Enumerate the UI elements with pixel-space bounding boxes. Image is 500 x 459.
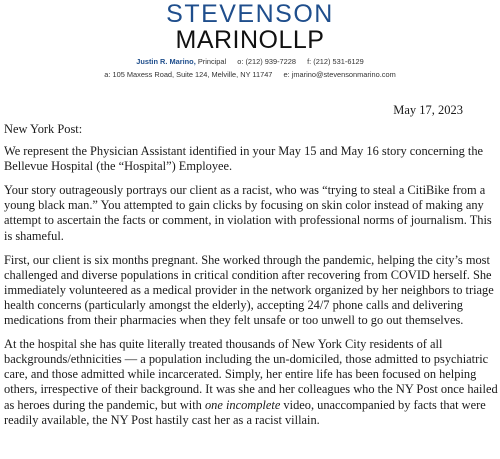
email-label: e: <box>283 70 290 79</box>
letter-date: May 17, 2023 <box>393 103 463 117</box>
firm-name-bottom: MARINOLLP <box>175 26 325 54</box>
salutation: New York Post: <box>4 122 83 136</box>
paragraph-3: First, our client is six months pregnant. She worked through the pandemic, helping the city’s most challenged and diverse populations in critical condition after recovering from COVID herself. She immediately volunteered as a medical provider in the network organized by her neighbors to triage health concerns (particularly amongst the elderly), accepting 24/7 phone calls and delivering medications from their pharmacies when they felt unsafe or too unwell to go out themselves. <box>4 252 494 328</box>
firm-name-top: STEVENSON <box>166 0 334 28</box>
paragraph-4-emphasis: one incomplete <box>204 397 281 412</box>
paragraph-4-part-a: At the hospital she has quite literally treated thousands of New York City residents of all backgrounds/ethnicities — a population including the un-domiciled, those admitted to psychiatric care, and those admitted while incarcerated. Simply, her entire life has been focused on helping others, irrespective of their background. It was she and her colleagues who the NY Post once hailed as heroes during the pandemic, but with <box>4 337 498 412</box>
email-address: jmarino@stevensonmarino.com <box>291 70 396 79</box>
paragraph-4-part-b: video, unaccompanied by facts that were readily available, the NY Post hastily cast her as a racist villain. <box>4 397 486 427</box>
office-label: o: <box>237 57 244 66</box>
fax-label: f: <box>307 57 312 66</box>
contact-line-address <box>0 70 500 79</box>
address-label: a: <box>104 70 111 79</box>
contact-line-principal <box>0 57 500 66</box>
principal-name: Justin R. Marino, <box>136 57 196 66</box>
paragraph-1: We represent the Physician Assistant identified in your May 15 and May 16 story concerning the Bellevue Hospital (the “Hospital”) Employee. <box>4 144 484 174</box>
letter-body <box>4 122 500 437</box>
office-phone: (212) 939-7228 <box>245 57 296 66</box>
fax-phone: (212) 531-6129 <box>313 57 364 66</box>
paragraph-4 <box>4 337 500 428</box>
address: 105 Maxess Road, Suite 124, Melville, NY 11747 <box>112 70 273 79</box>
principal-title: Principal <box>197 57 227 66</box>
paragraph-2: Your story outrageously portrays our client as a racist, who was “trying to steal a CitiBike from a young black man.” You attempted to gain clicks by focusing on skin color instead of making any attempt to ascertain the facts or comment, in violation with professional norms of journalism. This is shameful. <box>4 183 492 243</box>
